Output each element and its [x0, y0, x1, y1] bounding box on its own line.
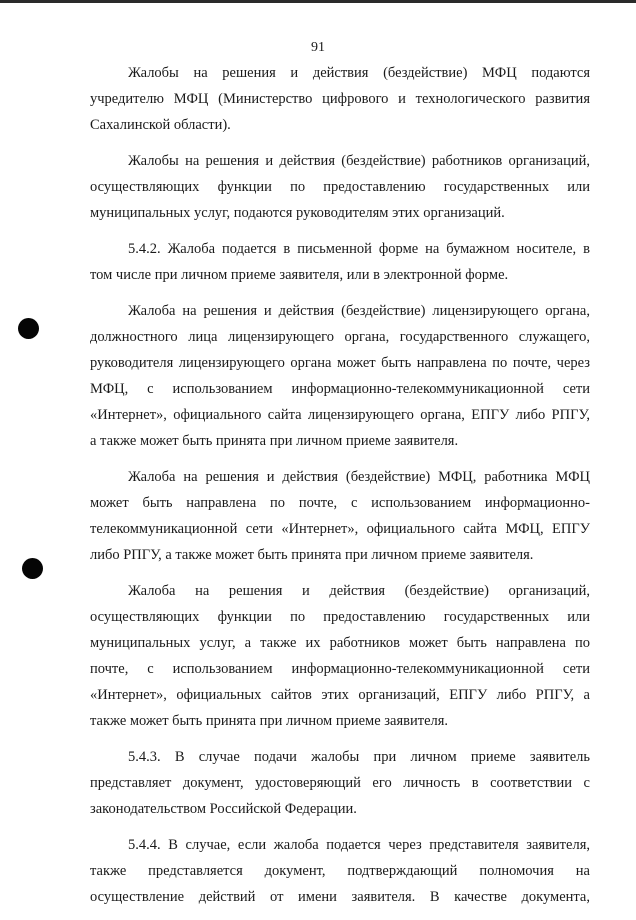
paragraph-line: 5.4.4. В случае, если жалоба подается через представителя заявителя, [128, 837, 590, 853]
paragraph-line: руководителя лицензирующего органа может быть направлена по почте, через [90, 355, 590, 371]
paragraph-line: почте, с использованием информационно-телекоммуникационной сети [90, 661, 590, 677]
paragraph-line: а также может быть принята при личном приеме заявителя. [90, 433, 459, 449]
paragraph-line: также может быть принята при личном приеме заявителя. [90, 713, 449, 729]
paragraph-line: Сахалинской области). [90, 117, 231, 133]
punch-hole-mark [22, 558, 43, 579]
paragraph [90, 464, 590, 568]
paragraph-line: осуществляющих функции по предоставлению государственных или [90, 609, 590, 625]
paragraph-line: 5.4.2. Жалоба подается в письменной форме на бумажном носителе, в [128, 241, 590, 257]
paragraph-line: том числе при личном приеме заявителя, или в электронной форме. [90, 267, 509, 283]
paragraph [90, 148, 590, 226]
paragraph-line: Жалобы на решения и действия (бездействие) работников организаций, [128, 153, 590, 169]
paragraph [90, 298, 590, 454]
paragraph-line: муниципальных услуг, а также их работников может быть направлена по [90, 635, 590, 651]
paragraph [90, 832, 590, 910]
paragraph [90, 744, 590, 822]
paragraph-line: телекоммуникационной сети «Интернет», официального сайта МФЦ, ЕПГУ [90, 521, 590, 537]
paragraph-line: осуществление действий от имени заявителя. В качестве документа, [90, 889, 590, 905]
punch-hole-mark [18, 318, 39, 339]
paragraph-line: законодательством Российской Федерации. [90, 801, 357, 817]
paragraph-line: 5.4.3. В случае подачи жалобы при личном приеме заявитель [128, 749, 590, 765]
paragraph [90, 60, 590, 138]
paragraph-line: либо РПГУ, а также может быть принята при личном приеме заявителя. [90, 547, 534, 563]
paragraph [90, 236, 590, 288]
paragraph-line: должностного лица лицензирующего органа, государственного служащего, [90, 329, 590, 345]
paragraph-line: Жалоба на решения и действия (бездействие) лицензирующего органа, [128, 303, 590, 319]
paragraph-line: также представляется документ, подтверждающий полномочия на [90, 863, 590, 879]
page-top-edge [0, 0, 636, 3]
paragraph-line: представляет документ, удостоверяющий его личность в соответствии с [90, 775, 590, 791]
paragraph-line: МФЦ, с использованием информационно-телекоммуникационной сети [90, 381, 590, 397]
paragraph-line: Жалоба на решения и действия (бездействие) организаций, [128, 583, 590, 599]
paragraph-line: муниципальных услуг, подаются руководителям этих организаций. [90, 205, 505, 221]
page-number: 91 [311, 40, 325, 55]
document-body [90, 60, 590, 920]
paragraph-line: может быть направлена по почте, с использованием информационно- [90, 495, 590, 511]
paragraph-line: осуществляющих функции по предоставлению государственных или [90, 179, 590, 195]
paragraph-line: учредителю МФЦ (Министерство цифрового и технологического развития [90, 91, 590, 107]
paragraph-line: «Интернет», официального сайта лицензирующего органа, ЕПГУ либо РПГУ, [90, 407, 590, 423]
paragraph-line: Жалобы на решения и действия (бездействие) МФЦ подаются [128, 65, 590, 81]
paragraph [90, 578, 590, 734]
paragraph-line: «Интернет», официальных сайтов этих организаций, ЕПГУ либо РПГУ, а [90, 687, 590, 703]
paragraph-line: Жалоба на решения и действия (бездействие) МФЦ, работника МФЦ [128, 469, 590, 485]
